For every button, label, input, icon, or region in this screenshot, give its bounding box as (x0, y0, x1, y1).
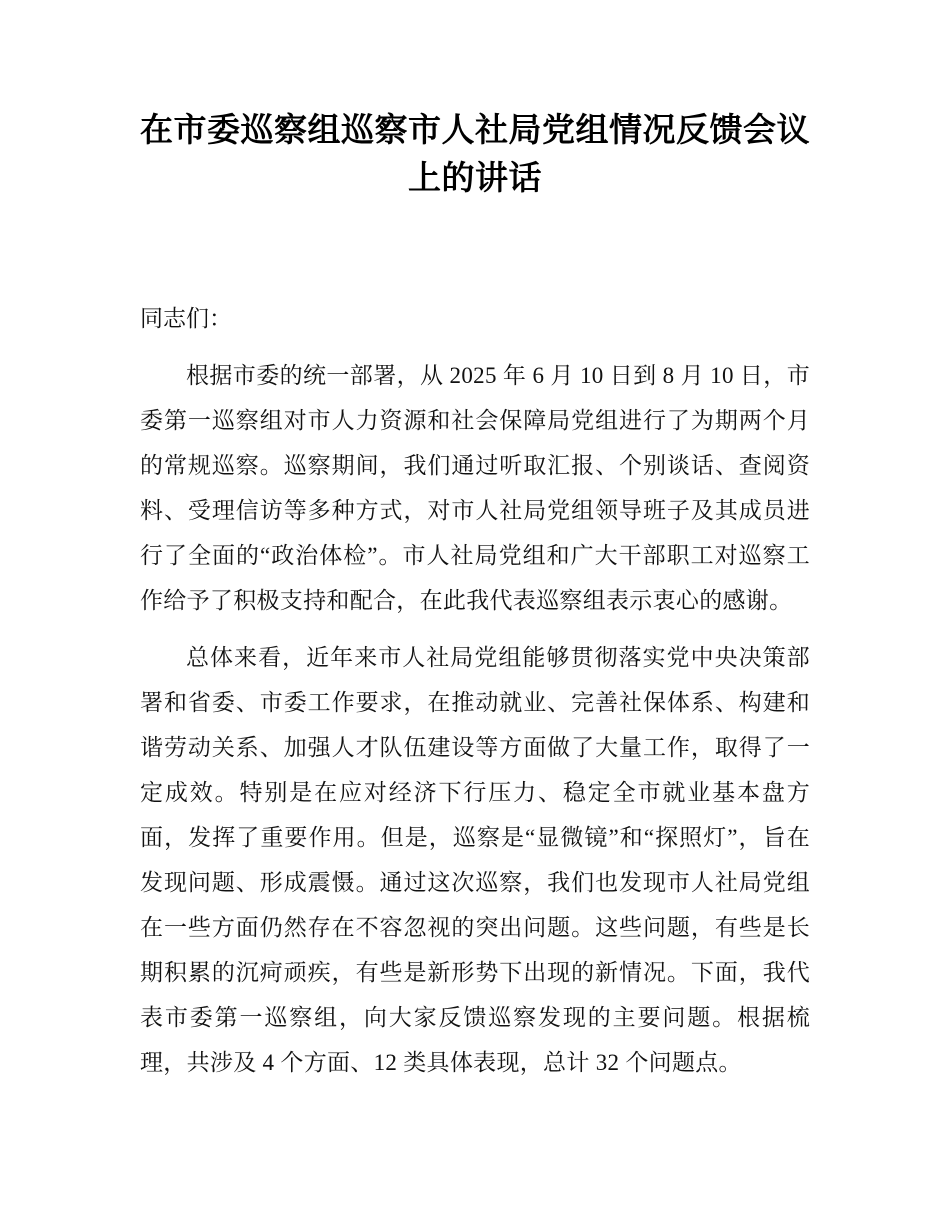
document-title: 在市委巡察组巡察市人社局党组情况反馈会议上的讲话 (140, 113, 810, 197)
document-body (140, 296, 810, 1085)
salutation: 同志们： (140, 305, 232, 331)
paragraph-2: 总体来看，近年来市人社局党组能够贯彻落实党中央决策部署和省委、市委工作要求，在推动就业、完善社保体系、构建和谐劳动关系、加强人才队伍建设等方面做了大量工作，取得了一定成效。特别是在应对经济下行压力、稳定全市就业基本盘方面，发挥了重要作用。但是，巡察是“显微镜”和“探照灯”，旨在发现问题、形成震慑。通过这次巡察，我们也发现市人社局党组在一些方面仍然存在不容忽视的突出问题。这些问题，有些是长期积累的沉疴顽疾，有些是新形势下出现的新情况。下面，我代表市委第一巡察组，向大家反馈巡察发现的主要问题。根据梳理，共涉及 4 个方面、12 类具体表现，总计 32 个问题点。 (140, 644, 810, 1075)
paragraph-1: 根据市委的统一部署，从 2025 年 6 月 10 日到 8 月 10 日，市委第一巡察组对市人力资源和社会保障局党组进行了为期两个月的常规巡察。巡察期间，我们通过听取汇报、个别谈话、查阅资料、受理信访等多种方式，对市人社局党组领导班子及其成员进行了全面的“政治体检”。市人社局党组和广大干部职工对巡察工作给予了积极支持和配合，在此我代表巡察组表示衷心的感谢。 (140, 362, 810, 613)
